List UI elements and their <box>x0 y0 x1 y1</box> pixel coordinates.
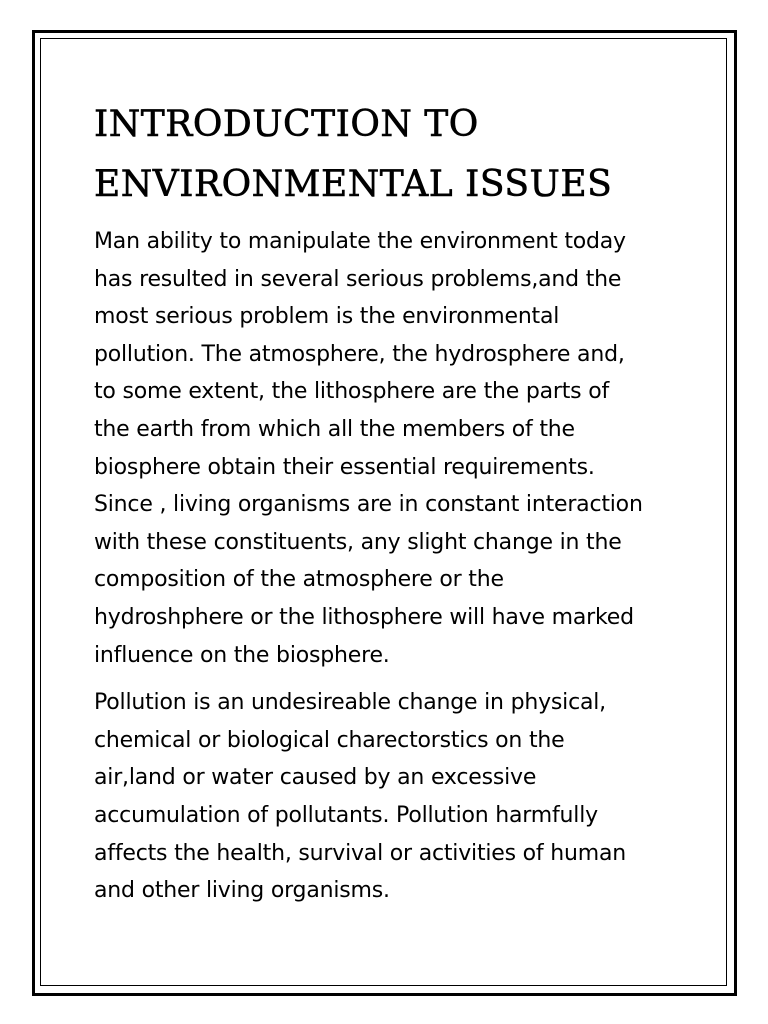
title-line: ENVIRONMENTAL ISSUES <box>94 164 613 205</box>
text-line: biosphere obtain their essential requirements. <box>94 454 595 480</box>
text-line: the earth from which all the members of the <box>94 416 575 442</box>
page-title <box>94 95 694 215</box>
text-line: most serious problem is the environmental <box>94 304 560 330</box>
text-line: with these constituents, any slight change in the <box>94 529 622 555</box>
text-line: to some extent, the lithosphere are the parts of <box>94 379 610 405</box>
paragraph-intro <box>94 223 694 674</box>
text-line: affects the health, survival or activities of human <box>94 840 627 866</box>
text-line: influence on the biosphere. <box>94 642 390 668</box>
text-line: Man ability to manipulate the environment today <box>94 229 626 254</box>
text-line: pollution. The atmosphere, the hydrosphere and, <box>94 341 625 367</box>
text-line: chemical or biological charectorstics on the <box>94 727 565 753</box>
text-line: air,land or water caused by an excessive <box>94 765 537 791</box>
text-line: accumulation of pollutants. Pollution harmfully <box>94 802 598 828</box>
paragraph-pollution <box>94 684 694 910</box>
text-line: hydroshphere or the lithosphere will have marked <box>94 604 634 630</box>
text-line: has resulted in several serious problems,and the <box>94 266 622 292</box>
text-line: and other living organisms. <box>94 878 390 904</box>
text-line: composition of the atmosphere or the <box>94 567 504 593</box>
text-line: Since , living organisms are in constant interaction <box>94 492 643 518</box>
text-line: Pollution is an undesireable change in physical, <box>94 690 606 716</box>
title-line: INTRODUCTION TO <box>94 104 479 145</box>
page-content <box>94 95 694 910</box>
